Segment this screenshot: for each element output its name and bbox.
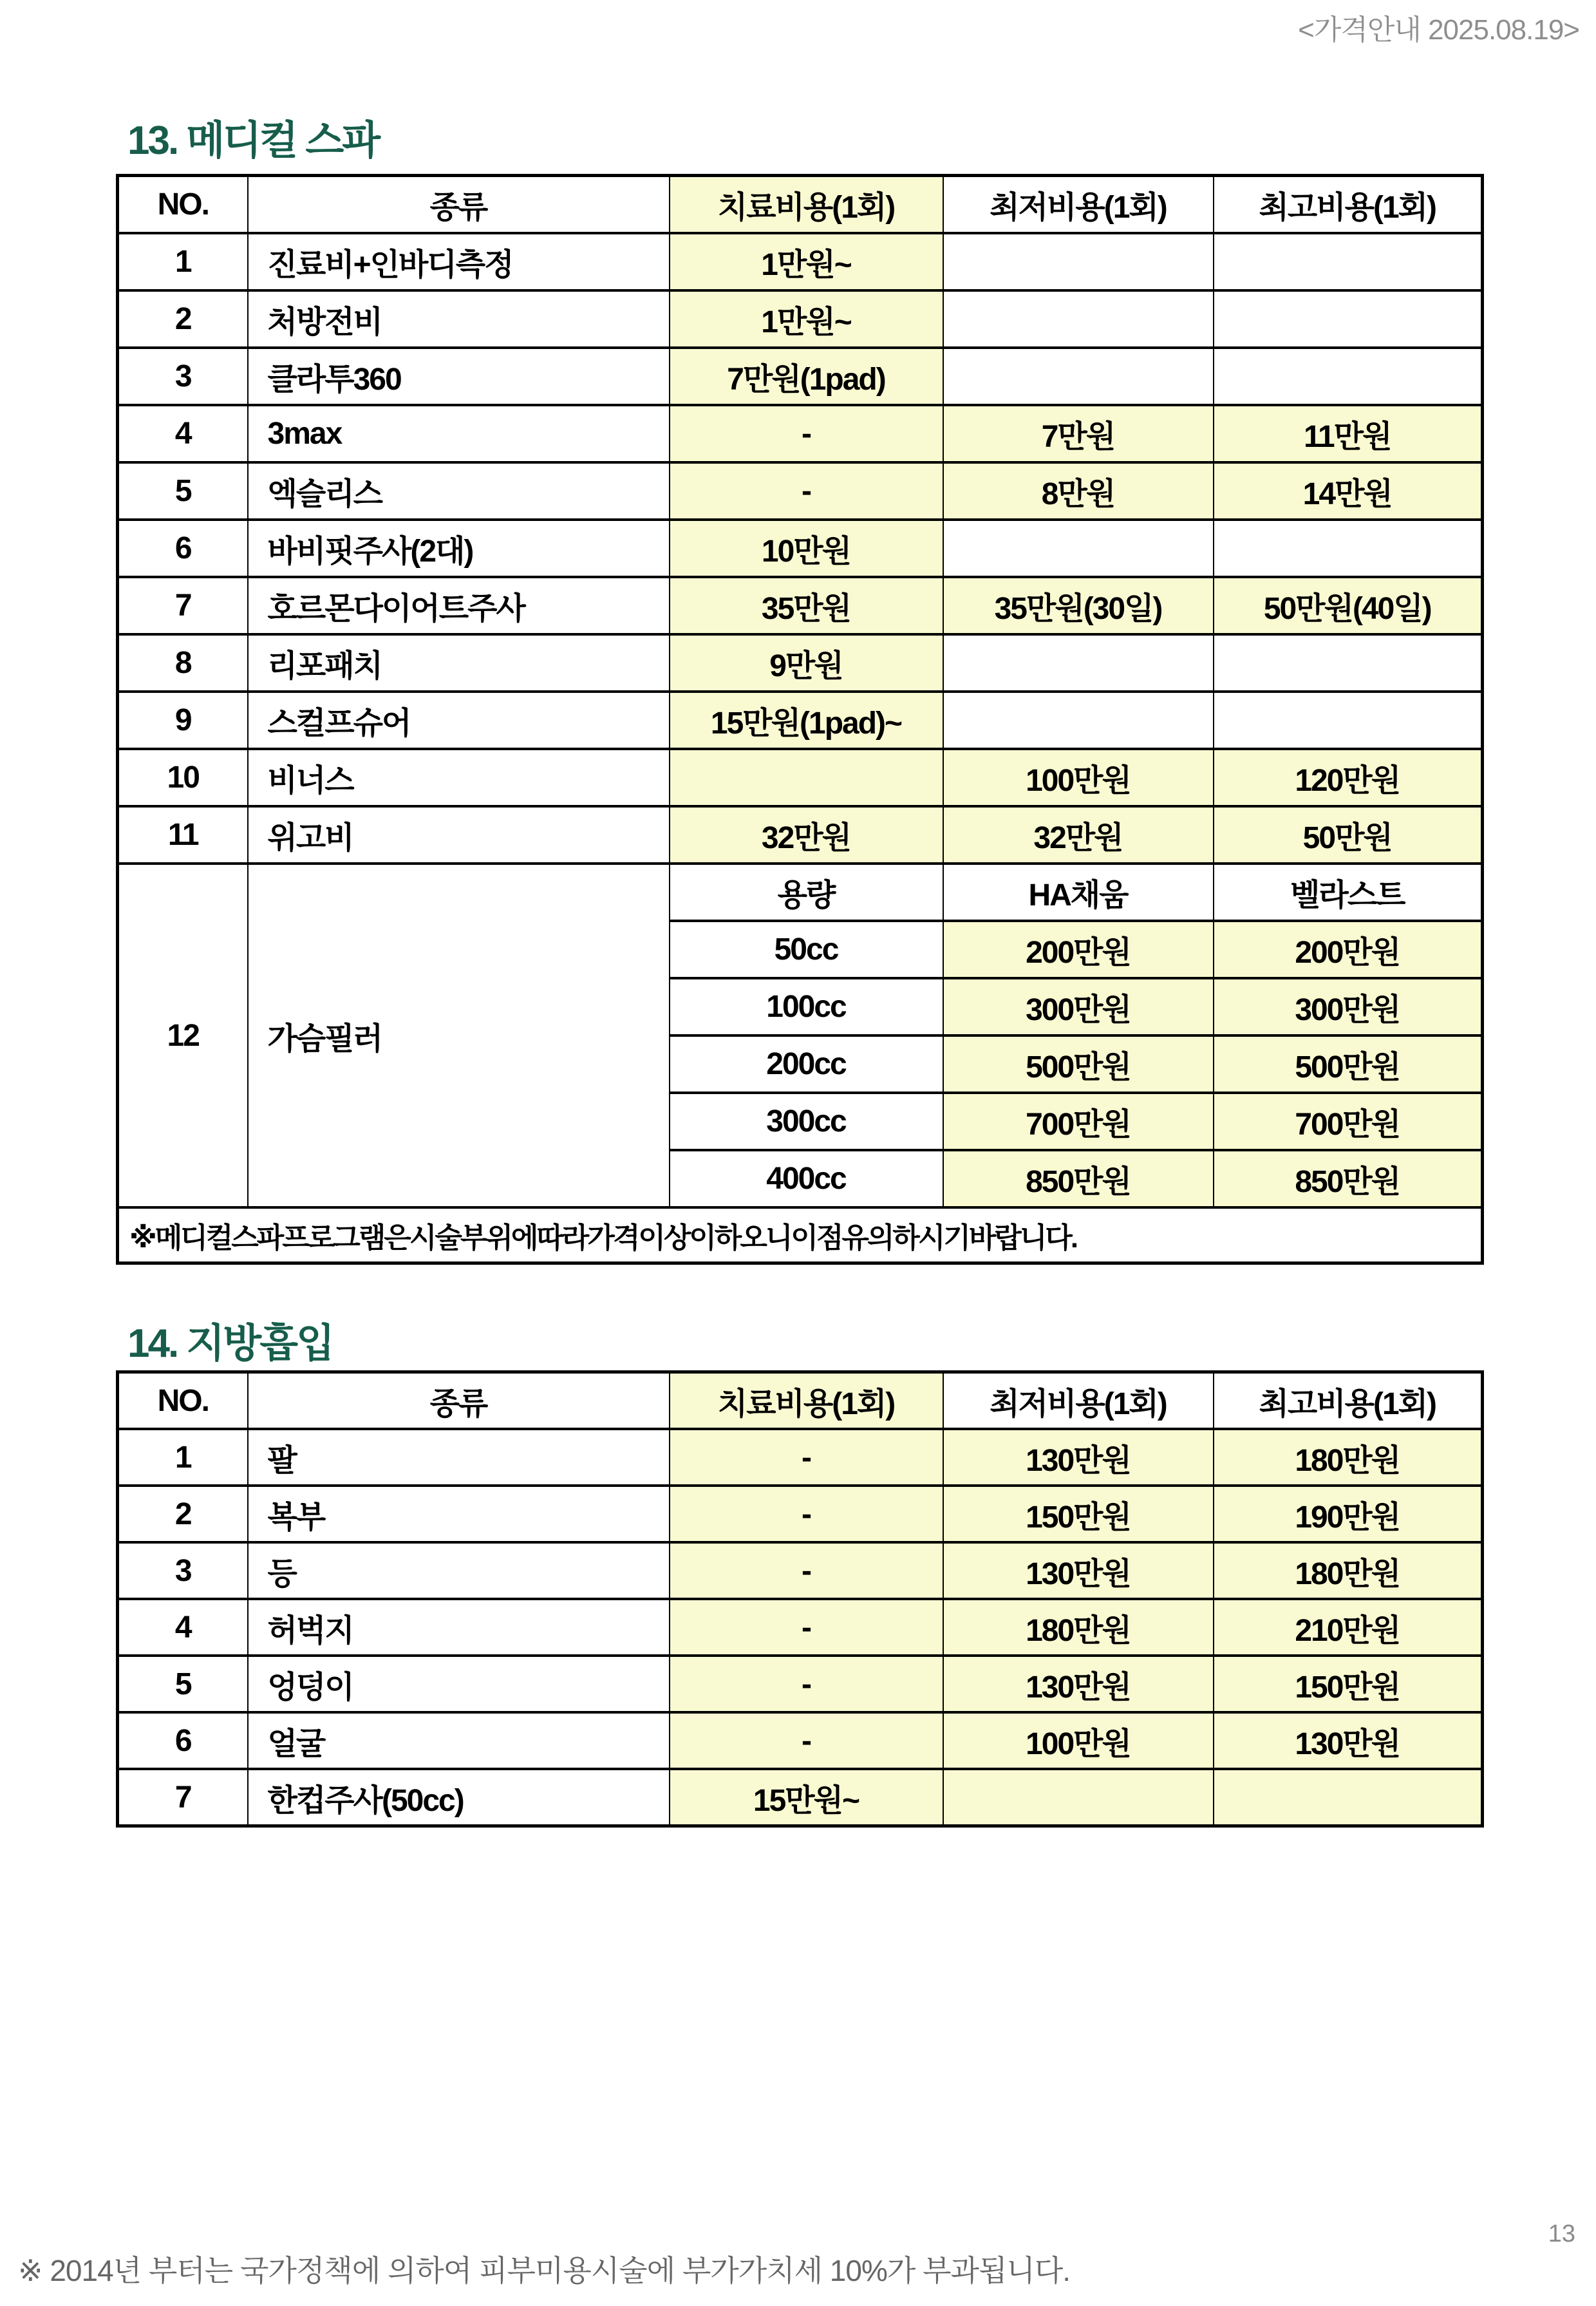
cell-max: 130만원 (1214, 1712, 1483, 1769)
col-header-type: 종류 (248, 1372, 670, 1430)
cell-cost: 32만원 (670, 806, 943, 864)
cell-type: 가슴필러 (248, 864, 670, 1207)
cell-max: 50만원 (1214, 806, 1483, 864)
table-row (118, 462, 1483, 520)
price-guide-date-note: <가격안내 2025.08.19> (1298, 14, 1579, 46)
cell-max: 180만원 (1214, 1429, 1483, 1486)
table-footnote: ※메디컬스파프로그램은시술부위에따라가격이상이하오니이점유의하시기바랍니다. (118, 1207, 1483, 1263)
cell-min (943, 348, 1214, 405)
table-row (118, 348, 1483, 405)
cell-no: 12 (118, 864, 248, 1207)
cell-no: 4 (118, 1599, 248, 1656)
cell-min: 100만원 (943, 1712, 1214, 1769)
cell-subheader-volume: 용량 (670, 864, 943, 921)
table-row (118, 1542, 1483, 1599)
cell-max (1214, 634, 1483, 692)
cell-no: 7 (118, 577, 248, 634)
cell-volume: 300cc (670, 1093, 943, 1150)
cell-type: 진료비+인바디측정 (248, 233, 670, 290)
cell-min: 8만원 (943, 462, 1214, 520)
cell-max: 14만원 (1214, 462, 1483, 520)
cell-cost: 7만원(1pad) (670, 348, 943, 405)
cell-max: 11만원 (1214, 405, 1483, 462)
table-header-row (118, 1372, 1483, 1430)
cell-cost: - (670, 1486, 943, 1542)
col-header-max: 최고비용(1회) (1214, 1372, 1483, 1430)
cell-min (943, 520, 1214, 577)
cell-min: 180만원 (943, 1599, 1214, 1656)
cell-min: 150만원 (943, 1486, 1214, 1542)
col-header-cost: 치료비용(1회) (670, 176, 943, 234)
cell-cost: 15만원(1pad)~ (670, 692, 943, 749)
cell-max: 190만원 (1214, 1486, 1483, 1542)
cell-cost: - (670, 1599, 943, 1656)
col-header-min: 최저비용(1회) (943, 1372, 1214, 1430)
cell-cost (670, 749, 943, 806)
col-header-no: NO. (118, 1372, 248, 1430)
table-header-row (118, 176, 1483, 234)
cell-type: 팔 (248, 1429, 670, 1486)
cell-no: 4 (118, 405, 248, 462)
cell-max (1214, 290, 1483, 348)
cell-no: 7 (118, 1769, 248, 1826)
cell-no: 5 (118, 1656, 248, 1712)
cell-cost: 10만원 (670, 520, 943, 577)
cell-min (943, 634, 1214, 692)
cell-min: 130만원 (943, 1542, 1214, 1599)
cell-min: 7만원 (943, 405, 1214, 462)
cell-subheader-bellast: 벨라스트 (1214, 864, 1483, 921)
col-header-type: 종류 (248, 176, 670, 234)
cell-cost: 15만원~ (670, 1769, 943, 1826)
cell-type: 3max (248, 405, 670, 462)
cell-max (1214, 348, 1483, 405)
cell-cost: 9만원 (670, 634, 943, 692)
cell-volume: 400cc (670, 1150, 943, 1207)
cell-volume: 200cc (670, 1035, 943, 1093)
cell-min: 700만원 (943, 1093, 1214, 1150)
cell-no: 8 (118, 634, 248, 692)
cell-min (943, 1769, 1214, 1826)
cell-min: 130만원 (943, 1429, 1214, 1486)
cell-max: 210만원 (1214, 1599, 1483, 1656)
cell-min: 130만원 (943, 1656, 1214, 1712)
cell-max (1214, 692, 1483, 749)
col-header-max: 최고비용(1회) (1214, 176, 1483, 234)
section-13-title: 13. 메디컬 스파 (127, 118, 379, 163)
table-row (118, 1486, 1483, 1542)
cell-no: 5 (118, 462, 248, 520)
cell-min (943, 233, 1214, 290)
cell-min: 850만원 (943, 1150, 1214, 1207)
table-row (118, 749, 1483, 806)
cell-min (943, 290, 1214, 348)
table-footnote-row (118, 1207, 1483, 1263)
cell-type: 얼굴 (248, 1712, 670, 1769)
liposuction-price-table (116, 1370, 1484, 1828)
cell-type: 리포패치 (248, 634, 670, 692)
cell-type: 엑슬리스 (248, 462, 670, 520)
cell-volume: 100cc (670, 978, 943, 1035)
cell-cost: - (670, 1542, 943, 1599)
cell-cost: 1만원~ (670, 233, 943, 290)
table-row (118, 1599, 1483, 1656)
cell-max (1214, 1769, 1483, 1826)
cell-max (1214, 520, 1483, 577)
cell-no: 2 (118, 1486, 248, 1542)
cell-cost: - (670, 405, 943, 462)
table-row (118, 577, 1483, 634)
table-row (118, 1712, 1483, 1769)
cell-type: 허벅지 (248, 1599, 670, 1656)
cell-max: 850만원 (1214, 1150, 1483, 1207)
cell-type: 복부 (248, 1486, 670, 1542)
cell-no: 1 (118, 233, 248, 290)
table-row-group12-subheader (118, 864, 1483, 921)
cell-type: 엉덩이 (248, 1656, 670, 1712)
col-header-cost: 치료비용(1회) (670, 1372, 943, 1430)
table-row (118, 290, 1483, 348)
cell-type: 클라투360 (248, 348, 670, 405)
cell-type: 비너스 (248, 749, 670, 806)
vat-notice: ※ 2014년 부터는 국가정책에 의하여 피부미용시술에 부가가치세 10%가 부과됩니다. (18, 2254, 1071, 2287)
cell-no: 3 (118, 348, 248, 405)
cell-max: 180만원 (1214, 1542, 1483, 1599)
cell-type: 위고비 (248, 806, 670, 864)
medical-spa-price-table (116, 174, 1484, 1265)
cell-no: 11 (118, 806, 248, 864)
cell-max: 500만원 (1214, 1035, 1483, 1093)
cell-type: 처방전비 (248, 290, 670, 348)
section-14-title: 14. 지방흡입 (127, 1321, 333, 1366)
table-row (118, 1429, 1483, 1486)
col-header-no: NO. (118, 176, 248, 234)
table-row (118, 1656, 1483, 1712)
table-row (118, 634, 1483, 692)
cell-min: 32만원 (943, 806, 1214, 864)
cell-no: 1 (118, 1429, 248, 1486)
cell-cost: 35만원 (670, 577, 943, 634)
cell-no: 3 (118, 1542, 248, 1599)
cell-max: 150만원 (1214, 1656, 1483, 1712)
cell-min (943, 692, 1214, 749)
cell-no: 6 (118, 520, 248, 577)
cell-max: 200만원 (1214, 921, 1483, 978)
cell-min: 500만원 (943, 1035, 1214, 1093)
cell-no: 6 (118, 1712, 248, 1769)
cell-cost: - (670, 1429, 943, 1486)
cell-no: 2 (118, 290, 248, 348)
table-row (118, 405, 1483, 462)
cell-no: 9 (118, 692, 248, 749)
cell-max: 700만원 (1214, 1093, 1483, 1150)
table-row (118, 520, 1483, 577)
cell-type: 바비핏주사(2대) (248, 520, 670, 577)
col-header-min: 최저비용(1회) (943, 176, 1214, 234)
cell-min: 35만원(30일) (943, 577, 1214, 634)
cell-type: 호르몬다이어트주사 (248, 577, 670, 634)
table-row (118, 1769, 1483, 1826)
cell-type: 한컵주사(50cc) (248, 1769, 670, 1826)
table-row (118, 692, 1483, 749)
cell-max: 50만원(40일) (1214, 577, 1483, 634)
cell-type: 스컬프슈어 (248, 692, 670, 749)
cell-max: 120만원 (1214, 749, 1483, 806)
cell-max: 300만원 (1214, 978, 1483, 1035)
cell-cost: 1만원~ (670, 290, 943, 348)
cell-min: 100만원 (943, 749, 1214, 806)
table-row (118, 233, 1483, 290)
table-row (118, 806, 1483, 864)
cell-max (1214, 233, 1483, 290)
cell-min: 200만원 (943, 921, 1214, 978)
cell-subheader-ha: HA채움 (943, 864, 1214, 921)
cell-type: 등 (248, 1542, 670, 1599)
page-number: 13 (1548, 2220, 1575, 2247)
cell-no: 10 (118, 749, 248, 806)
cell-volume: 50cc (670, 921, 943, 978)
cell-min: 300만원 (943, 978, 1214, 1035)
cell-cost: - (670, 1656, 943, 1712)
cell-cost: - (670, 1712, 943, 1769)
cell-cost: - (670, 462, 943, 520)
